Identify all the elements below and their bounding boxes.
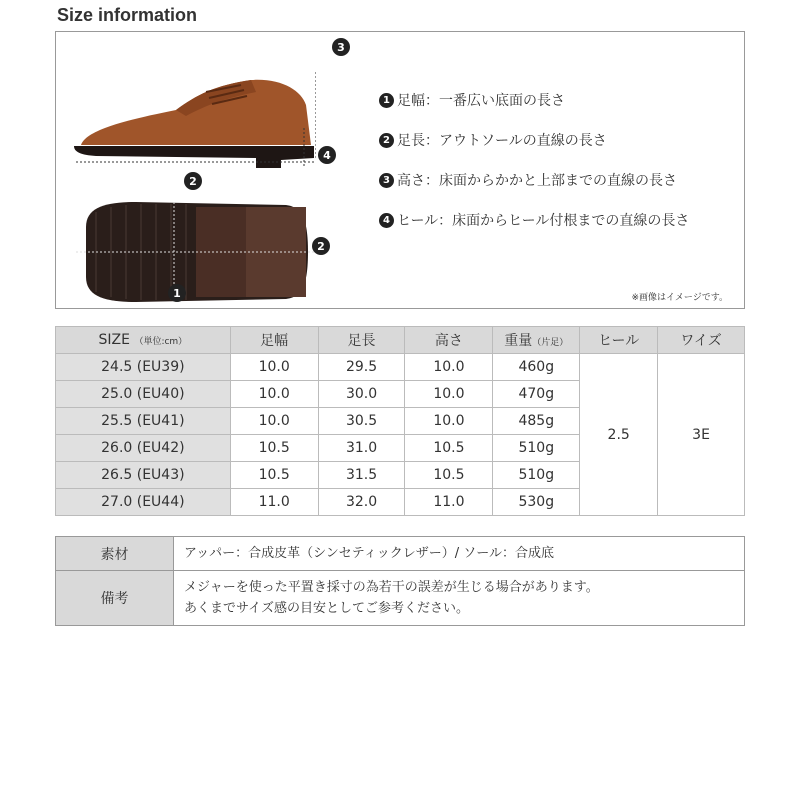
- cell-width: 10.0: [230, 381, 318, 408]
- remarks-label: 備考: [56, 571, 174, 626]
- cell-heel: 2.5: [580, 354, 658, 516]
- cell-weight: 510g: [493, 435, 580, 462]
- marker-2-sole: 2: [312, 237, 330, 255]
- cell-width: 11.0: [230, 489, 318, 516]
- remarks-value: [174, 571, 745, 626]
- cell-size: 27.0 (EU44): [56, 489, 231, 516]
- cell-size: 26.0 (EU42): [56, 435, 231, 462]
- cell-height: 10.0: [405, 354, 493, 381]
- cell-size: 25.0 (EU40): [56, 381, 231, 408]
- info-table: [55, 536, 745, 626]
- material-label: 素材: [56, 537, 174, 571]
- cell-size: 24.5 (EU39): [56, 354, 231, 381]
- cell-length: 31.5: [318, 462, 405, 489]
- material-row: [56, 537, 745, 571]
- cell-size: 26.5 (EU43): [56, 462, 231, 489]
- cell-length: 31.0: [318, 435, 405, 462]
- cell-length: 29.5: [318, 354, 405, 381]
- header-height: 高さ: [405, 327, 493, 354]
- remarks-line-2: あくまでサイズ感の目安としてご参考ください。: [184, 601, 469, 616]
- shoe-side-image: [66, 50, 316, 170]
- remarks-line-1: メジャーを使った平置き採寸の為若干の誤差が生じる場合があります。: [184, 580, 599, 595]
- cell-size: 25.5 (EU41): [56, 408, 231, 435]
- cell-length: 30.5: [318, 408, 405, 435]
- cell-weight: 485g: [493, 408, 580, 435]
- cell-height: 10.5: [405, 462, 493, 489]
- header-length: 足長: [318, 327, 405, 354]
- cell-weight: 460g: [493, 354, 580, 381]
- material-value: アッパー：合成皮革（シンセティックレザー）/ ソール：合成底: [174, 537, 745, 571]
- cell-width: 10.0: [230, 408, 318, 435]
- description-text: 足幅：一番広い底面の長さ: [397, 93, 565, 109]
- size-figure: [55, 31, 745, 309]
- marker-1: 1: [168, 284, 186, 302]
- header-weight: 重量（片足）: [493, 327, 580, 354]
- header-heel: ヒール: [580, 327, 658, 354]
- cell-width: 10.5: [230, 462, 318, 489]
- description-text: 足長：アウトソールの直線の長さ: [397, 133, 607, 149]
- page-title: Size information: [57, 5, 198, 25]
- image-note: ※画像はイメージです。: [631, 293, 728, 303]
- description-item: [379, 170, 689, 190]
- size-table: [55, 326, 745, 516]
- marker-3: 3: [332, 38, 350, 56]
- description-item: [379, 130, 689, 150]
- table-header-row: [56, 327, 745, 354]
- number-badge: 4: [379, 213, 394, 228]
- description-text: 高さ：床面からかかと上部までの直線の長さ: [397, 173, 677, 189]
- cell-length: 32.0: [318, 489, 405, 516]
- cell-height: 11.0: [405, 489, 493, 516]
- shoe-sole-image: [76, 197, 316, 307]
- number-badge: 2: [379, 133, 394, 148]
- header-width: 足幅: [230, 327, 318, 354]
- cell-height: 10.5: [405, 435, 493, 462]
- table-row: [56, 354, 745, 381]
- number-badge: 1: [379, 93, 394, 108]
- description-item: [379, 90, 689, 110]
- cell-height: 10.0: [405, 381, 493, 408]
- marker-4: 4: [318, 146, 336, 164]
- marker-2: 2: [184, 172, 202, 190]
- cell-width: 10.5: [230, 435, 318, 462]
- cell-wise: 3E: [658, 354, 745, 516]
- header-size: SIZE （単位:cm）: [56, 327, 231, 354]
- remarks-row: [56, 571, 745, 626]
- number-badge: 3: [379, 173, 394, 188]
- cell-weight: 530g: [493, 489, 580, 516]
- header-wise: ワイズ: [658, 327, 745, 354]
- cell-height: 10.0: [405, 408, 493, 435]
- cell-weight: 470g: [493, 381, 580, 408]
- cell-length: 30.0: [318, 381, 405, 408]
- measurement-descriptions: [379, 90, 689, 250]
- cell-width: 10.0: [230, 354, 318, 381]
- description-text: ヒール：床面からヒール付根までの直線の長さ: [397, 213, 690, 229]
- cell-weight: 510g: [493, 462, 580, 489]
- description-item: [379, 210, 689, 230]
